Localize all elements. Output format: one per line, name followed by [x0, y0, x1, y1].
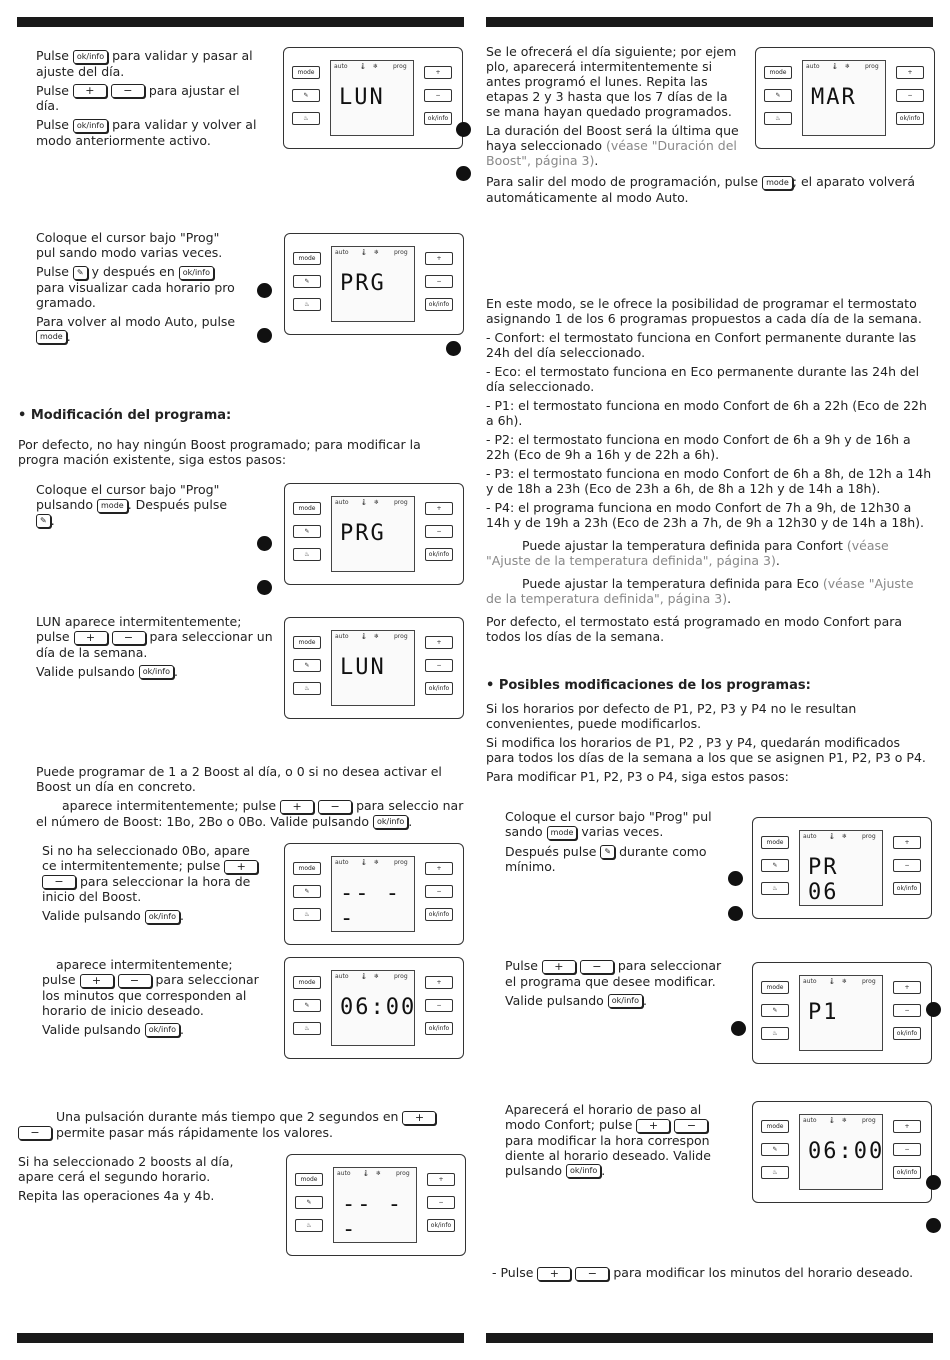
minus-button[interactable]: −	[18, 1126, 52, 1140]
program-list-item: - P4: el programa funciona en modo Confort de 7h a 9h, de 12h30 a 14h y de 19h a 23h (Eco de 23h a 7h, de 9h a 12h30 y de 14h a 18h).	[486, 500, 925, 530]
device-ok-key: ok/info	[425, 682, 453, 695]
step-marker	[926, 1175, 941, 1190]
device-minus-key: −	[425, 999, 453, 1012]
device-ok-key: ok/info	[893, 1166, 921, 1179]
lcd-display: auto 🌡 ❄ prog MAR	[802, 60, 886, 136]
lcd-display: auto 🌡 ❄ prog 06:00	[331, 970, 415, 1046]
device-plus-key: +	[425, 976, 453, 989]
ok-info-button[interactable]: ok/info	[139, 665, 174, 679]
device-boost-key: ✎	[761, 1143, 789, 1156]
lcd-display: auto 🌡 ❄ prog LUN	[331, 630, 415, 706]
device-minus-key: −	[425, 525, 453, 538]
plus-button[interactable]: +	[537, 1267, 571, 1281]
device-ok-key: ok/info	[427, 1219, 455, 1232]
step-marker	[257, 536, 272, 551]
step-validate-day: Pulse ok/info para validar y pasar al ajuste del día. Pulse + − para ajustar el día. Pulse ok/info para validar y volver al modo anteriormente activo.	[36, 48, 257, 148]
plus-button[interactable]: +	[224, 860, 258, 874]
program-list-item: - P2: el termostato funciona en modo Confort de 6h a 9h y de 16h a 22h (Eco de 9h a 16h y de 22h a 6h).	[486, 432, 911, 462]
thermostat-illustration	[755, 47, 935, 149]
step-6: Si no ha seleccionado 0Bo, apare ce intermitentemente; pulse + − para seleccionar la hora de inicio del Boost. Valide pulsando ok/info .	[42, 843, 268, 928]
ok-info-button[interactable]: ok/info	[373, 815, 408, 829]
snowflake-icon: ❄	[376, 1170, 382, 1177]
section-heading-modification: • Modificación del programa:	[18, 408, 232, 423]
device-mode-key: mode	[761, 981, 789, 994]
header-bar-right	[486, 17, 933, 27]
minus-button[interactable]: −	[112, 631, 146, 645]
lcd-display: auto 🌡 ❄ prog -- --	[333, 1167, 417, 1243]
device-eco-key: ♨	[293, 298, 321, 311]
modification-intro: Por defecto, no hay ningún Boost programado; para modificar la progra mación existente, siga estos pasos:	[18, 437, 421, 467]
device-plus-key: +	[427, 1173, 455, 1186]
thermostat-illustration	[286, 1154, 466, 1256]
minus-button[interactable]: −	[118, 974, 152, 988]
ok-info-button[interactable]: ok/info	[179, 266, 214, 280]
device-plus-key: +	[896, 66, 924, 79]
program-list-item: - P1: el termostato funciona en modo Confort de 6h a 22h (Eco de 22h a 6h).	[486, 398, 927, 428]
right-step-3: Aparecerá el horario de paso al modo Confort; pulse + − para modificar la hora correspon diente al horario deseado. Valide pulsando ok/info .	[505, 1102, 711, 1178]
device-ok-key: ok/info	[893, 882, 921, 895]
snowflake-icon: ❄	[845, 63, 851, 70]
thermostat-illustration	[752, 962, 932, 1064]
step-marker	[446, 341, 461, 356]
snowflake-icon: ❄	[374, 633, 380, 640]
device-minus-key: −	[425, 659, 453, 672]
lcd-readout: 06:00	[808, 1139, 885, 1164]
device-boost-key: ✎	[761, 1004, 789, 1017]
device-plus-key: +	[893, 1120, 921, 1133]
lcd-readout: MAR	[811, 85, 857, 110]
lcd-readout: P1	[808, 1000, 839, 1025]
device-minus-key: −	[893, 1004, 921, 1017]
snowflake-icon: ❄	[373, 63, 379, 70]
minus-button[interactable]: −	[575, 1267, 609, 1281]
lcd-display: auto 🌡 ❄ prog -- --	[331, 856, 415, 932]
step-8-fast-scroll: Una pulsación durante más tiempo que 2 segundos en + − permite pasar más rápidamente los valores.	[18, 1109, 450, 1144]
device-minus-key: −	[893, 859, 921, 872]
device-plus-key: +	[425, 502, 453, 515]
plus-button[interactable]: +	[80, 974, 114, 988]
device-ok-key: ok/info	[425, 1022, 453, 1035]
device-ok-key: ok/info	[893, 1027, 921, 1040]
mode-button[interactable]: mode	[762, 176, 793, 190]
thermostat-illustration	[752, 817, 932, 919]
mode-button[interactable]: mode	[36, 330, 67, 344]
device-plus-key: +	[893, 836, 921, 849]
header-bar-left	[17, 17, 464, 27]
device-mode-key: mode	[293, 502, 321, 515]
step-marker	[257, 283, 272, 298]
step-4: LUN aparece intermitentemente; pulse + − para seleccionar un día de la semana. Valide pulsando ok/info .	[36, 614, 273, 679]
device-mode-key: mode	[293, 252, 321, 265]
device-eco-key: ♨	[292, 112, 320, 125]
device-minus-key: −	[896, 89, 924, 102]
program-list-item: - P3: el termostato funciona en modo Confort de 6h a 8h, de 12h a 14h y de 18h a 23h (Eco de 23h a 6h, de 8h a 12h y de 14h a 18h).	[486, 466, 932, 496]
device-eco-key: ♨	[761, 882, 789, 895]
lcd-display: auto 🌡 ❄ prog PRG	[331, 496, 415, 572]
mode-button[interactable]: mode	[97, 499, 128, 513]
device-minus-key: −	[893, 1143, 921, 1156]
device-mode-key: mode	[293, 862, 321, 875]
device-boost-key: ✎	[293, 659, 321, 672]
plus-button[interactable]: +	[74, 631, 108, 645]
modification-notes: Si los horarios por defecto de P1, P2, P3 y P4 no le resultan convenientes, puede modificarlos. Si modifica los horarios de P1, P2 , P3 y P4, quedarán modificados para todos los días de la semana a los que se asignen P1, P2, P3 o P4. Para modificar P1, P2, P3 o P4, siga estos pasos:	[486, 701, 926, 784]
device-boost-key: ✎	[293, 885, 321, 898]
device-plus-key: +	[425, 636, 453, 649]
device-boost-key: ✎	[293, 525, 321, 538]
boost-button[interactable]: ✎	[73, 266, 88, 280]
ok-info-button[interactable]: ok/info	[73, 50, 108, 64]
step-marker	[926, 1002, 941, 1017]
lcd-readout: PRG	[340, 521, 386, 546]
snowflake-icon: ❄	[374, 973, 380, 980]
device-boost-key: ✎	[761, 859, 789, 872]
device-boost-key: ✎	[293, 999, 321, 1012]
step-marker	[257, 580, 272, 595]
device-ok-key: ok/info	[896, 112, 924, 125]
device-mode-key: mode	[292, 66, 320, 79]
minus-button[interactable]: −	[580, 960, 614, 974]
device-plus-key: +	[425, 862, 453, 875]
step-marker	[926, 1218, 941, 1233]
device-ok-key: ok/info	[425, 908, 453, 921]
lcd-readout: 06:00	[340, 995, 417, 1020]
step-9: Si ha seleccionado 2 boosts al día, apare cerá el segundo horario. Repita las operaciones 4a y 4b.	[18, 1154, 234, 1203]
plus-button[interactable]: +	[402, 1111, 436, 1125]
lcd-readout: PRG	[340, 271, 386, 296]
ok-info-button[interactable]: ok/info	[145, 910, 180, 924]
device-boost-key: ✎	[295, 1196, 323, 1209]
section-heading-possible-modifications: • Posibles modificaciones de los programas:	[486, 678, 811, 693]
ok-info-button[interactable]: ok/info	[608, 994, 643, 1008]
lcd-display: auto 🌡 ❄ prog P1	[799, 975, 883, 1051]
device-mode-key: mode	[761, 1120, 789, 1133]
device-mode-key: mode	[764, 66, 792, 79]
device-mode-key: mode	[295, 1173, 323, 1186]
footer-bar-left	[17, 1333, 464, 1343]
snowflake-icon: ❄	[374, 499, 380, 506]
snowflake-icon: ❄	[842, 978, 848, 985]
device-eco-key: ♨	[293, 682, 321, 695]
program-mode-description: En este modo, se le ofrece la posibilidad de programar el termostato asignando 1 de los 6 programas propuestos a cada día de la semana. - Confort: el termostato funciona en Confort permanente durante las 24h del día seleccionado. - Eco: el termostato funciona en Eco permanente durante las 24h del día seleccionado. - P1: el termostato funciona en modo Confort de 6h a 22h (Eco de 22h a 6h). - P2: el termostato funciona en modo Confort de 6h a 9h y de 16h a 22h (Eco de 9h a 16h y de 22h a 6h). - P3: el termostato funciona en modo Confort de 6h a 8h, de 12h a 14h y de 18h a 23h (Eco de 23h a 6h, de 8h a 12h y de 14h a 18h). - P4: el programa funciona en modo Confort de 7h a 9h, de 12h30 a 14h y de 19h a 23h (Eco de 23h a 7h, de 9h a 12h30 y de 14h a 18h). Puede ajustar la temperatura definida para Confort (véase "Ajuste de la temperatura definida", página 3). Puede ajustar la temperatura definida para Eco (véase "Ajuste de la temperatura definida", página 3). Por defecto, el termostato está programado en modo Confort para todos los días de la semana.	[486, 296, 932, 644]
snowflake-icon: ❄	[842, 1117, 848, 1124]
thermostat-illustration	[284, 617, 464, 719]
device-boost-key: ✎	[292, 89, 320, 102]
device-plus-key: +	[424, 66, 452, 79]
plus-button[interactable]: +	[73, 84, 107, 98]
device-ok-key: ok/info	[424, 112, 452, 125]
device-minus-key: −	[425, 885, 453, 898]
device-plus-key: +	[893, 981, 921, 994]
boost-button[interactable]: ✎	[600, 845, 615, 859]
ok-info-button[interactable]: ok/info	[566, 1164, 601, 1178]
step-7: aparece intermitentemente; pulse + − para seleccionar los minutos que corresponden al horario de inicio deseado. Valide pulsando ok/info .	[42, 957, 259, 1037]
device-mode-key: mode	[293, 976, 321, 989]
step-marker	[728, 906, 743, 921]
device-eco-key: ♨	[293, 908, 321, 921]
minus-button[interactable]: −	[318, 800, 352, 814]
snowflake-icon: ❄	[374, 249, 380, 256]
program-list-item: - Eco: el termostato funciona en Eco permanente durante las 24h del día seleccionado.	[486, 364, 920, 394]
device-minus-key: −	[424, 89, 452, 102]
plus-button[interactable]: +	[542, 960, 576, 974]
lcd-display: auto 🌡 ❄ prog LUN	[330, 60, 414, 136]
step-view-program: Coloque el cursor bajo "Prog" pul sando modo varias veces. Pulse ✎ y después en ok/info para visualizar cada horario pro gramado. Para volver al modo Auto, pulse mode .	[36, 230, 236, 344]
lcd-display: auto 🌡 ❄ prog 06:00	[799, 1114, 883, 1190]
device-eco-key: ♨	[295, 1219, 323, 1232]
mode-button[interactable]: mode	[547, 826, 578, 840]
lcd-readout: PR 06	[808, 855, 839, 905]
program-list-item: - Confort: el termostato funciona en Confort permanente durante las 24h del día seleccionado.	[486, 330, 917, 360]
ok-info-button[interactable]: ok/info	[73, 119, 108, 133]
device-ok-key: ok/info	[425, 298, 453, 311]
step-marker	[257, 328, 272, 343]
ok-info-button[interactable]: ok/info	[145, 1023, 180, 1037]
plus-button[interactable]: +	[280, 800, 314, 814]
device-mode-key: mode	[293, 636, 321, 649]
device-eco-key: ♨	[761, 1166, 789, 1179]
lcd-readout: LUN	[339, 85, 385, 110]
thermostat-illustration	[284, 957, 464, 1059]
exit-programming-text: Para salir del modo de programación, pulse mode ; el aparato volverá automáticamente al modo Auto.	[486, 174, 916, 205]
right-step-1: Coloque el cursor bajo "Prog" pul sando mode varias veces. Después pulse ✎ durante como mínimo.	[505, 809, 712, 874]
plus-button[interactable]: +	[636, 1119, 670, 1133]
device-minus-key: −	[427, 1196, 455, 1209]
thermostat-illustration	[752, 1101, 932, 1203]
step-marker	[731, 1021, 746, 1036]
footer-bar-right	[486, 1333, 933, 1343]
lcd-display: auto 🌡 ❄ prog PRG	[331, 246, 415, 322]
device-eco-key: ♨	[764, 112, 792, 125]
device-eco-key: ♨	[761, 1027, 789, 1040]
device-boost-key: ✎	[764, 89, 792, 102]
thermostat-illustration	[284, 233, 464, 335]
lcd-display: auto 🌡 ❄ prog PR 06	[799, 830, 883, 906]
device-minus-key: −	[425, 275, 453, 288]
boost-button[interactable]: ✎	[36, 514, 51, 528]
thermostat-illustration	[283, 47, 463, 149]
snowflake-icon: ❄	[842, 833, 848, 840]
step-3: Coloque el cursor bajo "Prog" pulsando mode . Después pulse ✎ .	[36, 482, 228, 528]
snowflake-icon: ❄	[374, 859, 380, 866]
right-step-4: - Pulse + − para modificar los minutos del horario deseado.	[492, 1265, 914, 1280]
lcd-readout: -- --	[342, 1192, 403, 1242]
minus-button[interactable]: −	[674, 1119, 708, 1133]
device-ok-key: ok/info	[425, 548, 453, 561]
thermostat-illustration	[284, 843, 464, 945]
device-plus-key: +	[425, 252, 453, 265]
step-5: Puede programar de 1 a 2 Boost al día, o 0 si no desea activar el Boost un día en concreto. aparece intermitentemente; pulse + − para seleccio nar el número de Boost: 1Bo, 2Bo o 0Bo. Valide pulsando ok/info .	[36, 764, 464, 829]
device-eco-key: ♨	[293, 548, 321, 561]
device-mode-key: mode	[761, 836, 789, 849]
step-marker	[456, 166, 471, 181]
right-step-2: Pulse + − para seleccionar el programa que desee modificar. Valide pulsando ok/info .	[505, 958, 722, 1008]
device-boost-key: ✎	[293, 275, 321, 288]
lcd-readout: LUN	[340, 655, 386, 680]
minus-button[interactable]: −	[111, 84, 145, 98]
next-day-text: Se le ofrecerá el día siguiente; por ejem plo, aparecerá intermitentemente si antes programó el lunes. Repita las etapas 2 y 3 hasta que los 7 días de la se mana hayan quedado programados. La duración del Boost será la última que haya seleccionado (véase "Duración del Boost", página 3).	[486, 44, 739, 168]
device-eco-key: ♨	[293, 1022, 321, 1035]
step-marker	[728, 871, 743, 886]
lcd-readout: -- --	[340, 881, 401, 931]
step-marker	[456, 122, 471, 137]
minus-button[interactable]: −	[42, 875, 76, 889]
thermostat-illustration	[284, 483, 464, 585]
